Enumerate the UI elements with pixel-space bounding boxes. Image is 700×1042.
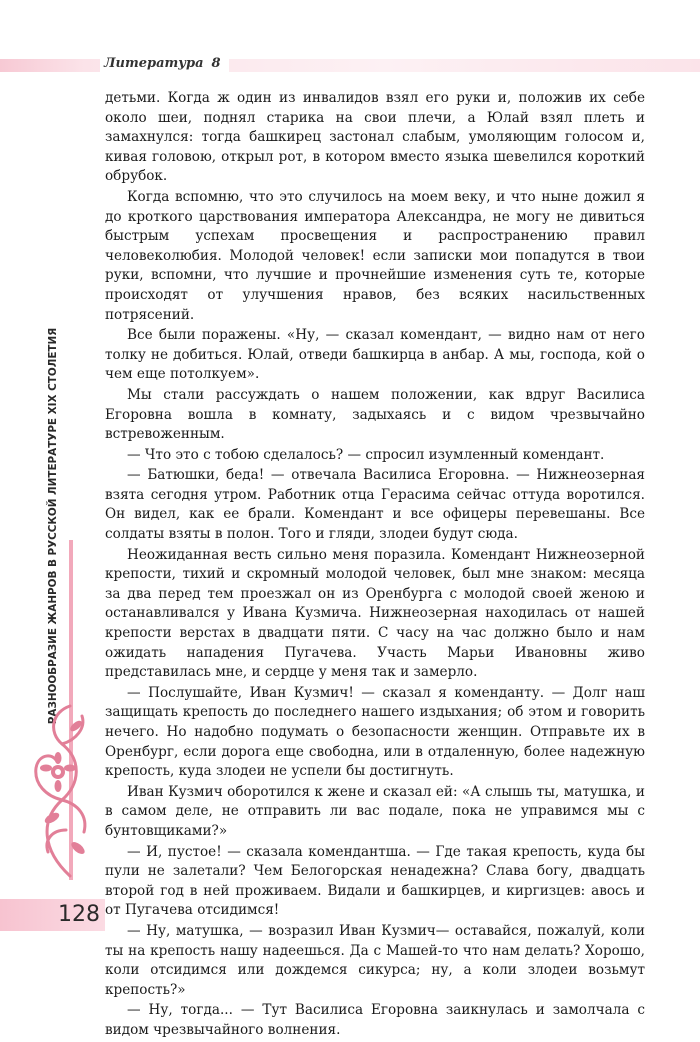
paragraph: — Ну, матушка, — возразил Иван Кузмич— оставайся, пожалуй, коли ты на крепость нашу надеешься. Да с Машей-то что нам делать? Хорошо, коли отсидимся или дождемся сикурса; ну, а коли злодеи возьмут крепость?» xyxy=(105,922,645,998)
floral-ornament-icon xyxy=(22,700,98,880)
paragraph: — Что это с тобою сделалось? — спросил изумленный комендант. xyxy=(127,446,605,463)
running-header xyxy=(100,53,229,75)
paragraph: детьми. Когда ж один из инвалидов взял его руки и, положив их себе около шеи, поднял старика на свои плечи, а Юлай взял плеть и замахнулся: тогда башкирец застонал слабым, умоляющим голосом и, кивая головою, открыл рот, в котором вместо языка шевелился короткий обрубок. xyxy=(105,90,645,185)
body-text xyxy=(105,89,645,1042)
section-title-vertical: РАЗНООБРАЗИЕ ЖАНРОВ В РУССКОЙ ЛИТЕРАТУРЕ XIX СТОЛЕТИЯ xyxy=(47,327,59,725)
paragraph: Иван Кузмич оборотился к жене и сказал ей: «А слышь ты, матушка, и в самом деле, не отправить ли вас подале, пока не управимся мы с бунтовщиками?» xyxy=(105,783,645,839)
header-subject: Литература xyxy=(104,56,204,71)
paragraph: — Батюшки, беда! — отвечала Василиса Егоровна. — Нижнеозерная взята сегодня утром. Работник отца Герасима сейчас оттуда воротился. Он видел, как ее брали. Комендант и все офицеры перевешаны. Все солдаты взяты в полон. Того и гляди, злодеи будут сюда. xyxy=(105,467,645,543)
paragraph: Когда вспомню, что это случилось на моем веку, и что ныне дожил я до кроткого царствования императора Александра, не могу не дивиться быстрым успехам просвещения и распространению правил человеколюбия. Молодой человек! если записки мои попадутся в твои руки, вспомни, что лучшие и прочнейшие изменения суть те, которые происходят от улучшения нравов, без всяких насильственных потрясений. xyxy=(105,188,645,323)
paragraph: Неожиданная весть сильно меня поразила. Комендант Нижнеозерной крепости, тихий и скромный молодой человек, был мне знаком: месяца за два перед тем проезжал он из Оренбурга с молодой своей женою и останавливался у Ивана Кузмича. Нижнеозерная находилась от нашей крепости верстах в двадцати пяти. С часу на час должно было и нам ожидать нападения Пугачева. Участь Марьи Ивановны живо представилась мне, и сердце у меня так и замерло. xyxy=(105,546,645,681)
paragraph: — Ну, тогда... — Тут Василиса Егоровна заикнулась и замолчала с видом чрезвычайного волнения. xyxy=(105,1002,645,1038)
paragraph: Все были поражены. «Ну, — сказал комендант, — видно нам от него толку не добиться. Юлай, отведи башкирца в анбар. А мы, господа, кой о чем еще потолкуем». xyxy=(105,327,645,383)
paragraph: Мы стали рассуждать о нашем положении, как вдруг Василиса Егоровна вошла в комнату, задыхаясь и с видом чрезвычайно встревоженным. xyxy=(105,386,645,443)
paragraph: — И, пустое! — сказала комендантша. — Где такая крепость, куда бы пули не залетали? Чем Белогорская ненадежна? Слава богу, двадцать второй год в ней проживаем. Видали и башкирцев, и киргизцев: авось и от Пугачева отсидимся! xyxy=(105,843,645,919)
header-grade: 8 xyxy=(211,56,221,71)
page-number: 128 xyxy=(58,902,100,927)
paragraph: — Послушайте, Иван Кузмич! — сказал я коменданту. — Долг наш защищать крепость до последнего нашего издыхания; об этом и говорить нечего. Но надобно подумать о безопасности женщин. Отправьте их в Оренбург, если дорога еще свободна, или в отдаленную, более надежную крепость, куда злодеи не успели бы достигнуть. xyxy=(105,684,645,780)
